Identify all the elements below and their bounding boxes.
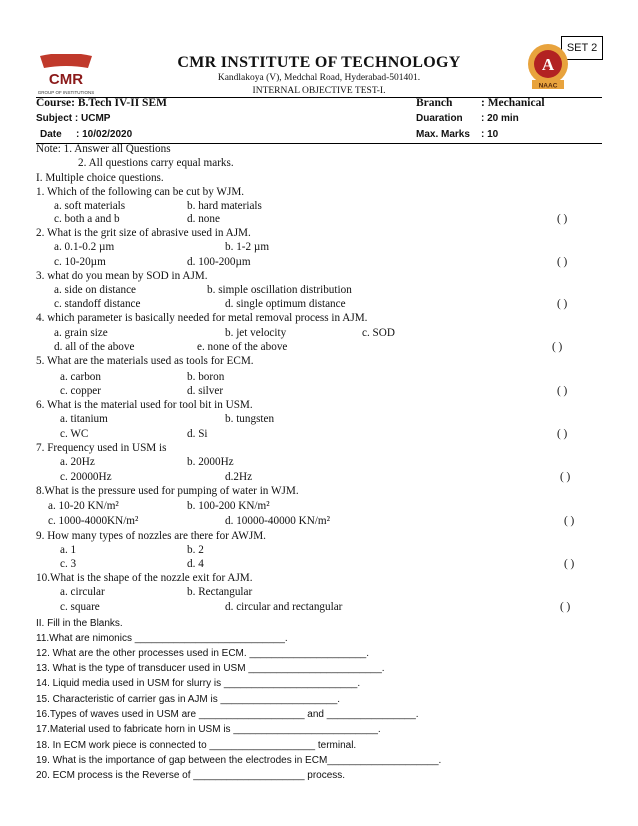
set-label: SET 2 — [561, 36, 603, 60]
question-6: 6. What is the material used for tool bit in USM. — [36, 399, 253, 411]
q1-option-a: a. soft materials — [54, 200, 126, 212]
q9-option-c: c. 3 — [60, 558, 77, 570]
section-fill-blanks-heading: II. Fill in the Blanks. — [36, 618, 123, 629]
question-2: 2. What is the grit size of abrasive used in AJM. — [36, 227, 251, 239]
question-1: 1. Which of the following can be cut by WJM. — [36, 186, 245, 198]
q5-option-d: d. silver — [187, 385, 224, 397]
q10-answer-blank: ( ) — [560, 601, 571, 613]
q7-option-c: c. 20000Hz — [60, 471, 112, 483]
q8-option-a: a. 10-20 KN/m² — [48, 500, 119, 512]
section-mcq-heading: I. Multiple choice questions. — [36, 172, 164, 184]
q6-option-b: b. tungsten — [225, 413, 275, 425]
q3-option-d: d. single optimum distance — [225, 298, 346, 310]
q6-answer-blank: ( ) — [557, 428, 568, 440]
question-5: 5. What are the materials used as tools for ECM. — [36, 355, 254, 367]
q2-option-d: d. 100-200µm — [187, 256, 251, 268]
q8-option-d: d. 10000-40000 KN/m² — [225, 515, 330, 527]
q10-option-b: b. Rectangular — [187, 586, 253, 598]
q9-answer-blank: ( ) — [564, 558, 575, 570]
question-7: 7. Frequency used in USM is — [36, 442, 167, 454]
duration-value: : 20 min — [481, 113, 519, 124]
q9-option-a: a. 1 — [60, 544, 77, 556]
q4-option-b: b. jet velocity — [225, 327, 287, 339]
q10-option-d: d. circular and rectangular — [225, 601, 343, 613]
q7-option-b: b. 2000Hz — [187, 456, 234, 468]
naac-badge-letter: A — [541, 55, 555, 74]
q6-option-a: a. titanium — [60, 413, 108, 425]
q1-option-d: d. none — [187, 213, 220, 225]
test-title: INTERNAL OBJECTIVE TEST-I. — [252, 86, 386, 96]
q2-answer-blank: ( ) — [557, 256, 568, 268]
q10-option-c: c. square — [60, 601, 100, 613]
course-label: Course: B.Tech IV-II SEM — [36, 97, 167, 109]
q1-option-b: b. hard materials — [187, 200, 262, 212]
q7-option-d: d.2Hz — [225, 471, 253, 483]
branch-value: : Mechanical — [481, 97, 545, 109]
q6-option-c: c. WC — [60, 428, 89, 440]
naac-badge-text: NAAC — [538, 82, 558, 90]
max-marks-value: : 10 — [481, 129, 499, 140]
fill-blank-17: 17.Material used to fabricate horn in USM is __________________________. — [36, 724, 381, 735]
q3-answer-blank: ( ) — [557, 298, 568, 310]
q1-answer-blank: ( ) — [557, 213, 568, 225]
fill-blank-15: 15. Characteristic of carrier gas in AJM is _____________________. — [36, 694, 341, 705]
branch-label: Branch — [416, 97, 453, 109]
cmr-logo-text: CMR — [48, 71, 84, 88]
fill-blank-18: 18. In ECM work piece is connected to ___________________ terminal. — [36, 740, 357, 751]
q3-option-c: c. standoff distance — [54, 298, 141, 310]
q4-option-d: d. all of the above — [54, 341, 135, 353]
cmr-logo-subtext: GROUP OF INSTITUTIONS — [37, 90, 95, 95]
duration-label: Duaration — [416, 113, 463, 124]
q3-option-b: b. simple oscillation distribution — [207, 284, 352, 296]
q2-option-a: a. 0.1-0.2 µm — [54, 241, 115, 253]
question-3: 3. what do you mean by SOD in AJM. — [36, 270, 208, 282]
question-4: 4. which parameter is basically needed for metal removal process in AJM. — [36, 312, 368, 324]
question-9: 9. How many types of nozzles are there for AWJM. — [36, 530, 266, 542]
q8-option-b: b. 100-200 KN/m² — [187, 500, 270, 512]
q2-option-b: b. 1-2 µm — [225, 241, 270, 253]
q4-option-e: e. none of the above — [197, 341, 288, 353]
max-marks-label: Max. Marks — [416, 129, 470, 140]
q7-option-a: a. 20Hz — [60, 456, 95, 468]
question-10: 10.What is the shape of the nozzle exit for AJM. — [36, 572, 253, 584]
fill-blank-19: 19. What is the importance of gap between the electrodes in ECM____________________. — [36, 755, 442, 766]
q6-option-d: d. Si — [187, 428, 208, 440]
q8-answer-blank: ( ) — [564, 515, 575, 527]
q4-option-a: a. grain size — [54, 327, 108, 339]
fill-blank-16: 16.Types of waves used in USM are ___________________ and ________________. — [36, 709, 419, 720]
q4-option-c: c. SOD — [362, 327, 395, 339]
institute-address: Kandlakoya (V), Medchal Road, Hyderabad-501401. — [217, 73, 421, 83]
q7-answer-blank: ( ) — [560, 471, 571, 483]
q9-option-b: b. 2 — [187, 544, 204, 556]
q1-option-c: c. both a and b — [54, 213, 120, 225]
q5-option-c: c. copper — [60, 385, 101, 397]
subject-label: Subject : UCMP — [36, 113, 111, 124]
q9-option-d: d. 4 — [187, 558, 204, 570]
q3-option-a: a. side on distance — [54, 284, 137, 296]
q4-answer-blank: ( ) — [552, 341, 563, 353]
date-value: : 10/02/2020 — [76, 129, 133, 140]
fill-blank-20: 20. ECM process is the Reverse of ____________________ process. — [36, 770, 346, 781]
note-2: 2. All questions carry equal marks. — [78, 157, 234, 169]
note-1: Note: 1. Answer all Questions — [36, 143, 171, 155]
q5-option-a: a. carbon — [60, 371, 101, 383]
q10-option-a: a. circular — [60, 586, 105, 598]
q2-option-c: c. 10-20µm — [54, 256, 106, 268]
question-8: 8.What is the pressure used for pumping of water in WJM. — [36, 485, 299, 497]
fill-blank-13: 13. What is the type of transducer used in USM ________________________. — [36, 663, 385, 674]
q5-answer-blank: ( ) — [557, 385, 568, 397]
fill-blank-12: 12. What are the other processes used in ECM. _____________________. — [36, 648, 370, 659]
q8-option-c: c. 1000-4000KN/m² — [48, 515, 139, 527]
institute-name: CMR INSTITUTE OF TECHNOLOGY — [177, 54, 461, 71]
fill-blank-11: 11.What are nimonics ___________________________. — [36, 633, 288, 644]
date-label: Date — [40, 129, 62, 140]
q5-option-b: b. boron — [187, 371, 225, 383]
fill-blank-14: 14. Liquid media used in USM for slurry is ________________________. — [36, 678, 361, 689]
